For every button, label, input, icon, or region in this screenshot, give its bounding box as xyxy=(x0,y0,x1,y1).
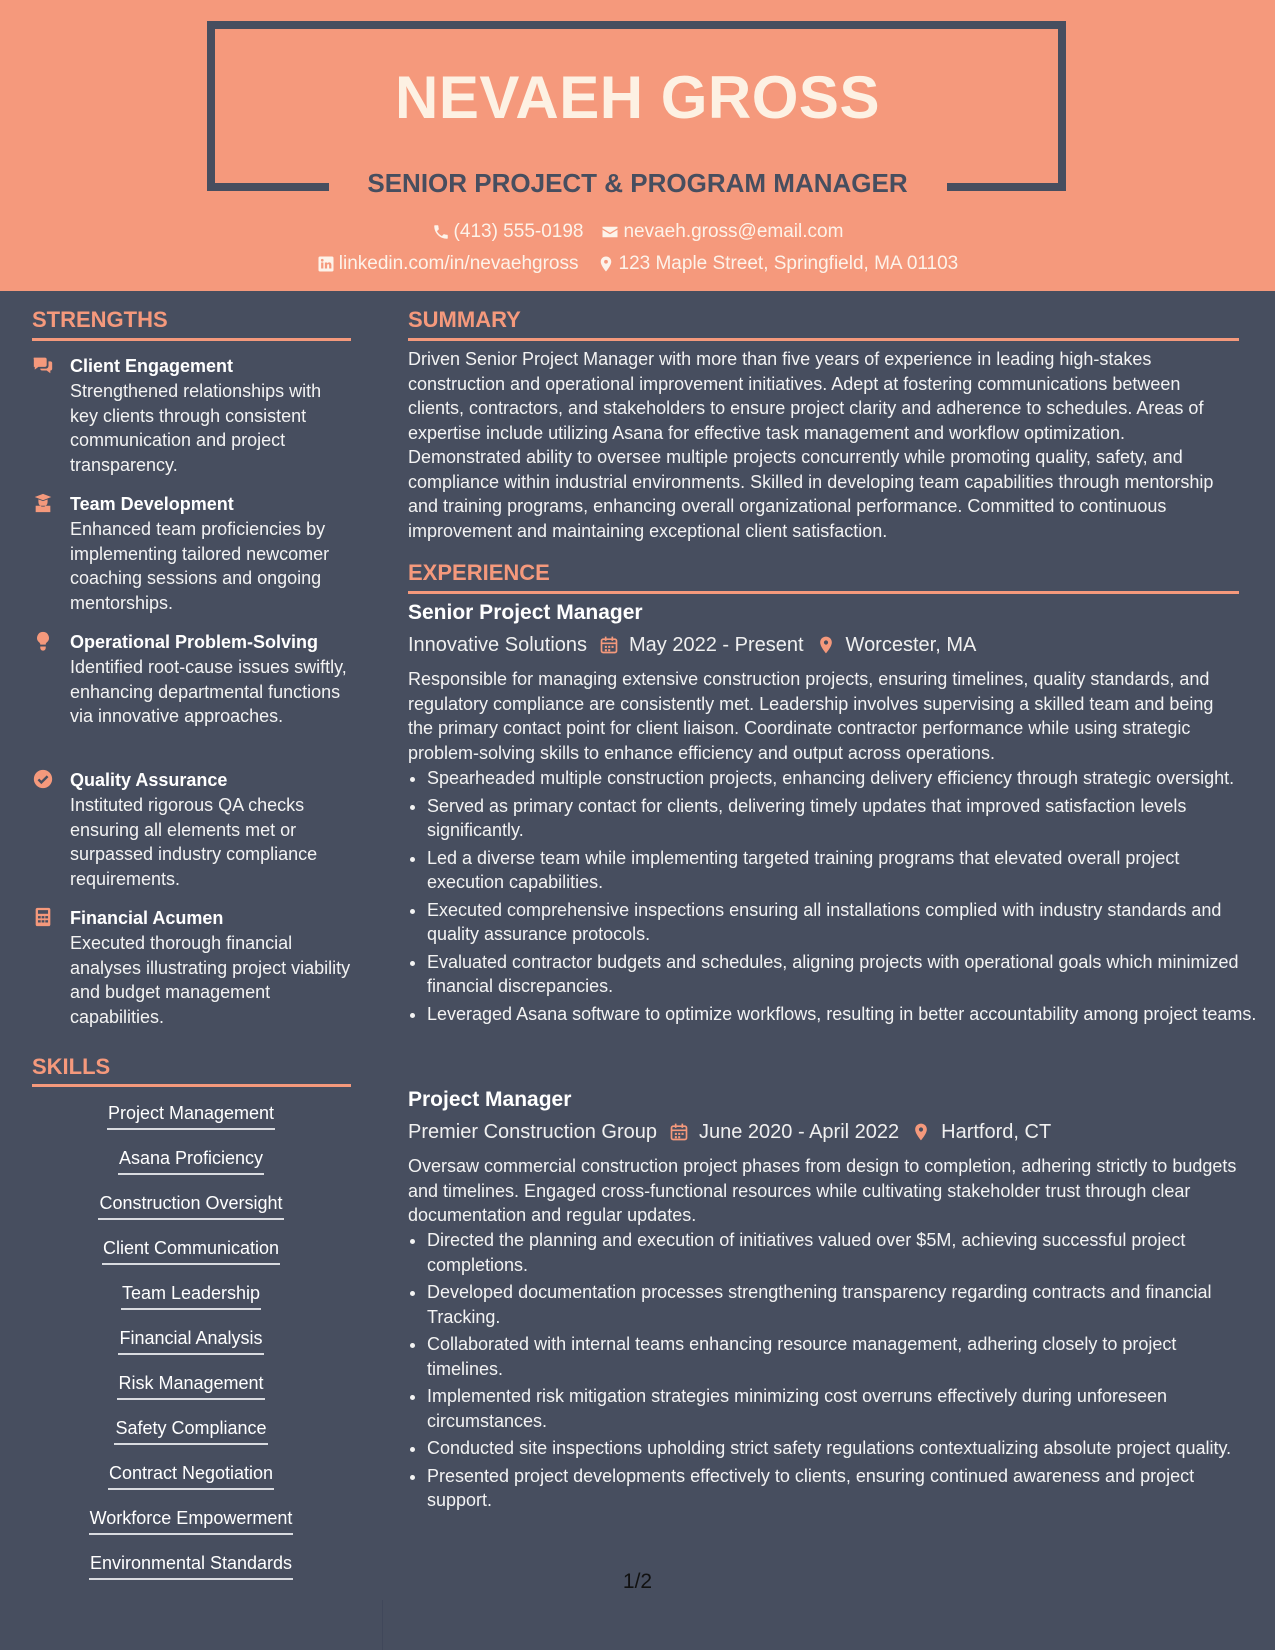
skill-label: Asana Proficiency xyxy=(118,1145,264,1175)
skill-item xyxy=(32,1100,350,1145)
job-bullet: • Conducted site inspections upholding strict safety regulations contextualizing absolute project quality. xyxy=(427,1436,1257,1461)
job-bullet: • Collaborated with internal teams enhancing resource management, adhering closely to project timelines. xyxy=(427,1332,1257,1381)
job-bullet: • Presented project developments effectively to clients, ensuring continued awareness and project support. xyxy=(427,1464,1257,1513)
calendar-icon xyxy=(669,1122,689,1142)
summary-text: Driven Senior Project Manager with more than five years of experience in leading high-stakes construction and operational improvement initiatives. Adept at fostering communications between clients, contractors, and stakeholders to ensure project clarity and adherence to schedules. Areas of expertise include utilizing Asana for effective task management and workflow optimization. Demonstrated ability to oversee multiple projects concurrently while promoting quality, safety, and compliance within industrial environments. Skilled in developing team capabilities through mentorship and training programs, enhancing overall organizational performance. Committed to continuous improvement and maintaining exceptional client satisfaction. xyxy=(408,349,1214,541)
phone-text: (413) 555-0198 xyxy=(453,221,584,242)
strength-title: Operational Problem-Solving xyxy=(70,632,319,652)
job-bullet: • Evaluated contractor budgets and schedules, aligning projects with operational goals which minimized financial discrepancies. xyxy=(427,950,1257,999)
job-company: Innovative Solutions xyxy=(408,634,588,656)
contact-row-1 xyxy=(0,219,1275,245)
job-bullets xyxy=(408,766,1257,1029)
comments-icon xyxy=(32,354,54,376)
contact-linkedin[interactable] xyxy=(317,251,579,277)
lightbulb-icon xyxy=(32,630,54,652)
strength-item xyxy=(32,353,352,477)
contact-row-2 xyxy=(0,251,1275,277)
strength-item xyxy=(32,767,352,891)
skill-label: Safety Compliance xyxy=(114,1415,267,1445)
skill-label: Workforce Empowerment xyxy=(89,1505,294,1535)
strength-item xyxy=(32,491,352,615)
skill-label: Contract Negotiation xyxy=(108,1460,274,1490)
skill-item xyxy=(32,1280,350,1325)
linkedin-text: linkedin.com/in/nevaehgross xyxy=(338,253,579,274)
skill-label: Financial Analysis xyxy=(118,1325,263,1355)
column-divider xyxy=(382,1600,383,1650)
skill-item xyxy=(32,1505,350,1550)
skill-item xyxy=(32,1190,350,1235)
graduate-icon xyxy=(32,492,54,514)
contact-email[interactable] xyxy=(601,219,843,245)
phone-icon xyxy=(432,223,450,241)
job-location: Hartford, CT xyxy=(941,1121,1052,1143)
page-number: 1/2 xyxy=(622,1570,653,1593)
strength-title: Quality Assurance xyxy=(70,770,228,790)
strength-item xyxy=(32,629,352,729)
summary-heading: SUMMARY xyxy=(408,307,521,332)
check-circle-icon xyxy=(32,768,54,790)
strength-title: Financial Acumen xyxy=(70,908,224,928)
skill-item xyxy=(32,1415,350,1460)
strength-desc: Strengthened relationships with key clients through consistent communication and project transparency. xyxy=(70,381,322,475)
job-bullets xyxy=(408,1228,1257,1516)
skills-heading: SKILLS xyxy=(32,1054,111,1079)
skills-rule xyxy=(32,1084,351,1087)
strength-title: Team Development xyxy=(70,494,234,514)
email-text: nevaeh.gross@email.com xyxy=(623,221,844,242)
skill-label: Client Communication xyxy=(102,1235,280,1265)
map-marker-icon xyxy=(597,255,615,273)
job-location: Worcester, MA xyxy=(845,634,977,656)
skill-label: Project Management xyxy=(107,1100,275,1130)
skills-list xyxy=(32,1100,350,1595)
contact-phone[interactable] xyxy=(432,219,584,245)
skill-label: Construction Oversight xyxy=(98,1190,283,1220)
job-title: Senior Project Manager xyxy=(408,601,643,624)
address-text: 123 Maple Street, Springfield, MA 01103 xyxy=(618,253,959,274)
contact-address xyxy=(597,251,959,277)
job-meta xyxy=(408,1118,1051,1146)
skill-item xyxy=(32,1325,350,1370)
job-bullet: • Directed the planning and execution of initiatives valued over $5M, achieving successful project completions. xyxy=(427,1228,1257,1277)
job-dates: May 2022 - Present xyxy=(629,634,804,656)
candidate-name: NEVAEH GROSS xyxy=(395,64,880,131)
candidate-title: SENIOR PROJECT & PROGRAM MANAGER xyxy=(367,168,908,198)
strength-desc: Identified root-cause issues swiftly, enhancing departmental functions via innovative approaches. xyxy=(70,657,347,726)
skill-item xyxy=(32,1370,350,1415)
job-bullet: • Implemented risk mitigation strategies minimizing cost overruns effectively during unforeseen circumstances. xyxy=(427,1384,1257,1433)
calculator-icon xyxy=(32,906,54,928)
skill-item xyxy=(32,1235,350,1280)
job-dates: June 2020 - April 2022 xyxy=(698,1121,900,1143)
strengths-rule xyxy=(32,338,351,341)
skill-label: Environmental Standards xyxy=(89,1550,293,1580)
strength-item xyxy=(32,905,352,1029)
strength-desc: Executed thorough financial analyses illustrating project viability and budget management capabilities. xyxy=(70,933,351,1027)
job-bullet: • Led a diverse team while implementing targeted training programs that elevated overall project execution capabilities. xyxy=(427,846,1257,895)
job-bullet: • Served as primary contact for clients, delivering timely updates that improved satisfaction levels significantly. xyxy=(427,794,1257,843)
envelope-icon xyxy=(601,223,619,241)
linkedin-icon xyxy=(317,255,335,273)
job-meta xyxy=(408,631,976,659)
strengths-heading: STRENGTHS xyxy=(32,307,168,332)
experience-heading: EXPERIENCE xyxy=(408,560,550,585)
job-bullet: • Developed documentation processes strengthening transparency regarding contracts and financial Tracking. xyxy=(427,1280,1257,1329)
job-bullet: • Spearheaded multiple construction projects, enhancing delivery efficiency through strategic oversight. xyxy=(427,766,1257,791)
skill-item xyxy=(32,1145,350,1190)
strength-title: Client Engagement xyxy=(70,356,234,376)
calendar-icon xyxy=(599,635,619,655)
experience-rule xyxy=(408,591,1239,594)
skill-item xyxy=(32,1550,350,1595)
strength-desc: Enhanced team proficiencies by implementing tailored newcomer coaching sessions and ongoing mentorships. xyxy=(70,519,330,613)
job-description: Responsible for managing extensive construction projects, ensuring timelines, quality standards, and regulatory compliance are consistently met. Leadership involves supervising a skilled team and being the primary contact point for client liaison. Coordinate contractor performance while using strategic problem-solving skills to enhance efficiency and output across operations. xyxy=(408,669,1214,763)
map-marker-icon xyxy=(911,1122,931,1142)
strength-desc: Instituted rigorous QA checks ensuring all elements met or surpassed industry compliance requirements. xyxy=(70,795,318,889)
summary-rule xyxy=(408,338,1239,341)
job-title: Project Manager xyxy=(408,1088,572,1111)
skill-label: Risk Management xyxy=(117,1370,264,1400)
header-banner xyxy=(0,0,1275,291)
job-company: Premier Construction Group xyxy=(408,1121,657,1143)
job-description: Oversaw commercial construction project phases from design to completion, adhering strictly to budgets and timelines. Engaged cross-functional resources while cultivating stakeholder trust through clear documentation and regular updates. xyxy=(408,1156,1237,1225)
skill-item xyxy=(32,1460,350,1505)
skill-label: Team Leadership xyxy=(121,1280,261,1310)
job-bullet: • Executed comprehensive inspections ensuring all installations complied with industry standards and quality assurance protocols. xyxy=(427,898,1257,947)
map-marker-icon xyxy=(816,635,836,655)
job-bullet: • Leveraged Asana software to optimize workflows, resulting in better accountability among project teams. xyxy=(427,1002,1257,1027)
